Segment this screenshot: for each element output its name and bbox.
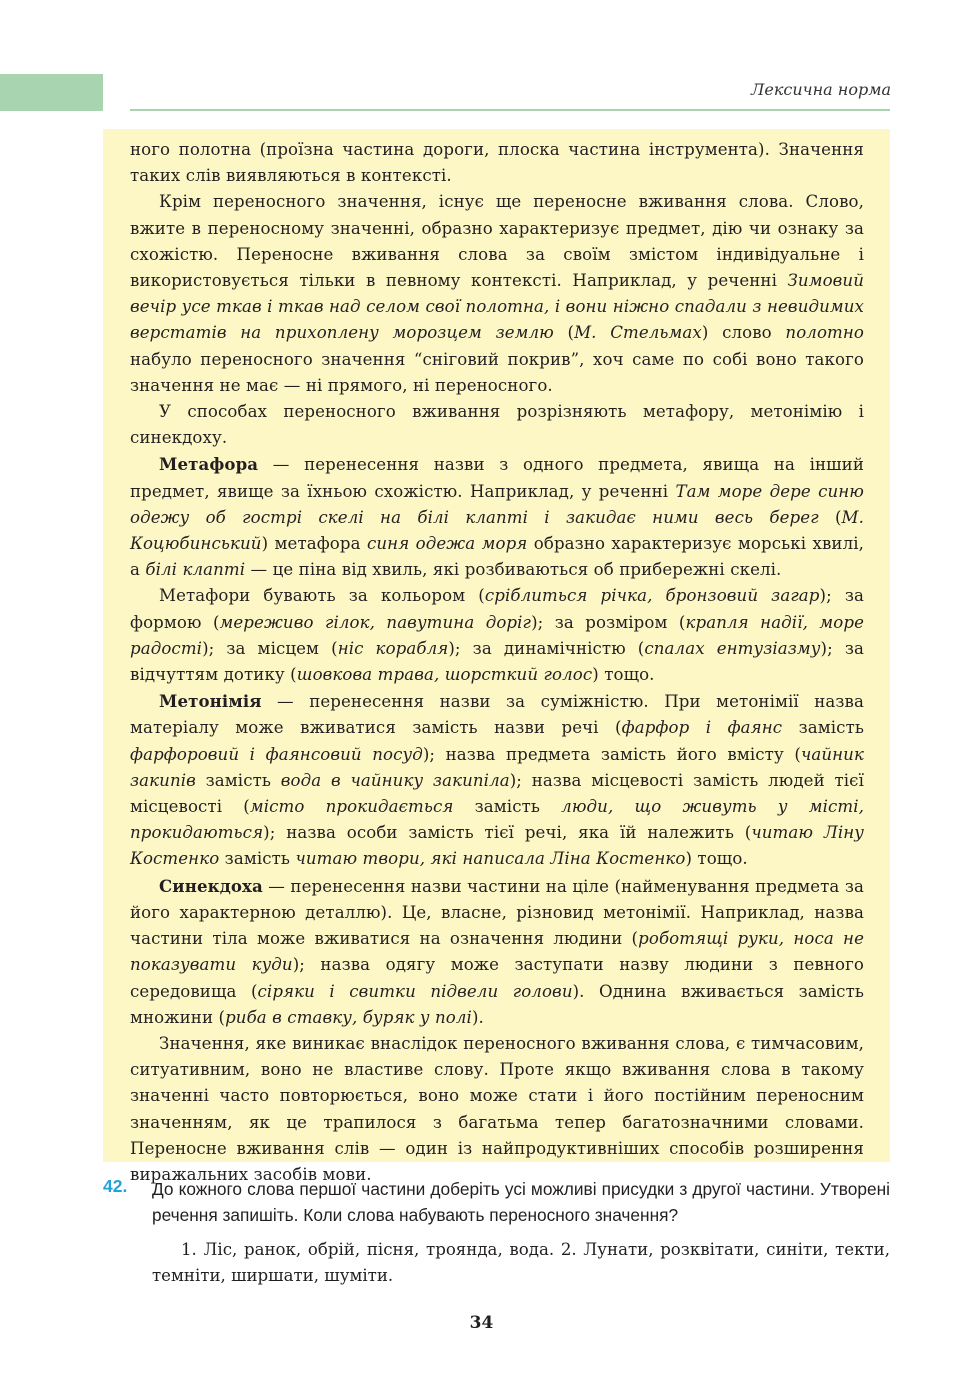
text-span: — перенесення назви частини на ціле (найменування предмета за його характерною деталлю). Це, власне, різновид метонімії. Наприклад, назва частини тіла може вживатися на означення людини ( — [130, 876, 864, 949]
paragraph-metonymy — [130, 688, 864, 872]
text-span: замість — [453, 797, 562, 817]
example-phrase: крапля надії, море радості — [130, 612, 864, 658]
text-span: замість — [219, 849, 296, 869]
text-span: ) метафора — [261, 534, 367, 554]
text-span: ) слово — [701, 323, 786, 343]
text-span: ); за динамічністю ( — [448, 638, 645, 658]
text-span: Метафори бувають за кольором ( — [159, 586, 485, 606]
paragraph-3: У способах переносного вживання розрізняють метафору, метонімію і синекдоху. — [130, 402, 864, 448]
term-synecdoche: Синекдоха — [159, 875, 263, 896]
exercise-number: 42. — [103, 1176, 128, 1196]
author-name: М. Коцюбинський — [130, 507, 865, 554]
text-span: замість — [782, 718, 864, 738]
paragraph-metaphor-types — [130, 583, 864, 688]
text-span: ) тощо. — [685, 849, 748, 869]
example-phrase: спалах ентузіазму — [644, 638, 821, 658]
text-span: образно характеризує морські хвилі, а — [130, 534, 865, 580]
text-span: ). — [471, 1007, 484, 1027]
paragraph-synecdoche — [130, 873, 864, 1031]
header-rule — [130, 109, 890, 111]
paragraph-1: ного полотна (проїзна частина дороги, плоска частина інструмента). Значення таких слів виявляються в контексті. — [130, 140, 864, 186]
example-phrase: риба в ставку, буряк у полі — [225, 1007, 472, 1027]
example-phrase: синя одежа моря — [367, 534, 528, 554]
example-phrase: фарфоровий і фаянсовий посуд — [130, 744, 423, 764]
text-span: ); за відчуттям дотику ( — [130, 638, 864, 685]
example-phrase: білі клапті — [145, 560, 246, 580]
text-span: ( — [553, 323, 575, 343]
example-phrase: шовкова трава, шорсткий голос — [296, 665, 593, 685]
example-phrase: роботящі руки, носа не показувати куди — [130, 929, 864, 975]
text-span: — це піна від хвиль, які розбиваються об прибережні скелі. — [245, 560, 782, 580]
example-phrase: місто прокидається — [249, 797, 454, 817]
example-phrase: люди, що живуть у місті, прокидаються — [130, 797, 864, 843]
theory-box — [103, 129, 890, 1184]
text-span: ); за місцем ( — [202, 638, 338, 658]
paragraph-metaphor — [130, 451, 864, 583]
text-span: ). Однина вживається замість множини ( — [130, 981, 864, 1027]
text-span: ); назва місцевості замість людей тієї місцевості ( — [130, 770, 864, 817]
text-span: — перенесення назви за суміжністю. При метонімії назва матеріалу може вживатися замість назви речі ( — [130, 692, 864, 738]
example-phrase: читаю твори, які написала Ліна Костенко — [295, 849, 686, 869]
text-span: ( — [818, 507, 842, 527]
exercise-words: 1. Ліс, ранок, обрій, пісня, троянда, вода. 2. Лунати, розквітати, синіти, текти, темніти, ширшати, шуміти. — [152, 1240, 890, 1285]
text-span: ); за розміром ( — [531, 612, 686, 632]
term-metaphor: Метафора — [159, 454, 259, 475]
text-span: ); за формою ( — [130, 586, 864, 632]
exercise-42 — [103, 1176, 890, 1228]
example-phrase: сріблиться річка, бронзовий загар — [484, 586, 820, 606]
text-span: — перенесення назви з одного предмета, явища на інший предмет, явище за їхньою схожістю. Наприклад, у реченні — [130, 455, 864, 501]
running-header: Лексична норма — [751, 80, 891, 99]
text-span: замість — [195, 770, 281, 790]
example-phrase: мереживо гілок, павутина доріг — [219, 612, 532, 632]
example-sentence: Там море дере синю одежу об гострі скелі на білі клапті і закидає ними весь берег — [130, 481, 864, 527]
example-sentence: Зимовий вечір усе ткав і ткав над селом свої полотна, і вони ніжно спадали з невидимих верстатів на прихоплену морозцем землю — [130, 271, 864, 343]
term-metonymy: Метонімія — [159, 691, 262, 712]
example-word: полотно — [785, 323, 864, 343]
text-span: Крім переносного значення, існує ще переносне вживання слова. Слово, вжите в переносному значенні, образно характеризує предмет, дію чи ознаку за схожістю. Переносне вживання слова за своїм змістом індивідуальне і використовується тільки в певному контексті. Наприклад, у реченні — [130, 192, 864, 291]
text-span: ); назва особи замість тієї речі, яка їй належить ( — [263, 823, 752, 843]
example-phrase: фарфор і фаянс — [621, 718, 783, 738]
example-phrase: чайник закипів — [130, 744, 864, 790]
example-phrase: вода в чайнику закипіла — [280, 770, 510, 790]
exercise-instruction: До кожного слова першої частини доберіть усі можливі присудки з другої частини. Утворені речення запишіть. Коли слова набувають переносного значення? — [152, 1179, 890, 1225]
text-span: ); назва одягу може заступати назву людини з певного середовища ( — [130, 955, 864, 1001]
text-span: ); назва предмета замість його вмісту ( — [422, 744, 801, 764]
page-number: 34 — [469, 1313, 494, 1333]
example-phrase: читаю Ліну Костенко — [130, 823, 864, 869]
chapter-tab — [0, 74, 103, 111]
text-span: ) тощо. — [592, 665, 655, 685]
paragraph-2 — [130, 189, 864, 399]
example-phrase: сіряки і свитки підвели голови — [257, 981, 573, 1001]
author-name: М. Стельмах — [574, 323, 702, 343]
paragraph-conclusion: Значення, яке виникає внаслідок переносного вживання слова, є тимчасовим, ситуативним, воно не властиве слову. Проте якщо вживання слова в такому значенні часто повторюється, воно може стати і його постійним переносним значенням, як це трапилося з багатьма тепер багатозначними словами. Переносне вживання слів — один із найпродуктивніших способів розширення виражальних засобів мови. — [130, 1033, 864, 1184]
example-phrase: ніс корабля — [337, 638, 449, 658]
text-span: набуло переносного значення “сніговий покрив”, хоч саме по собі воно такого значення не має — ні прямого, ні переносного. — [130, 349, 864, 395]
